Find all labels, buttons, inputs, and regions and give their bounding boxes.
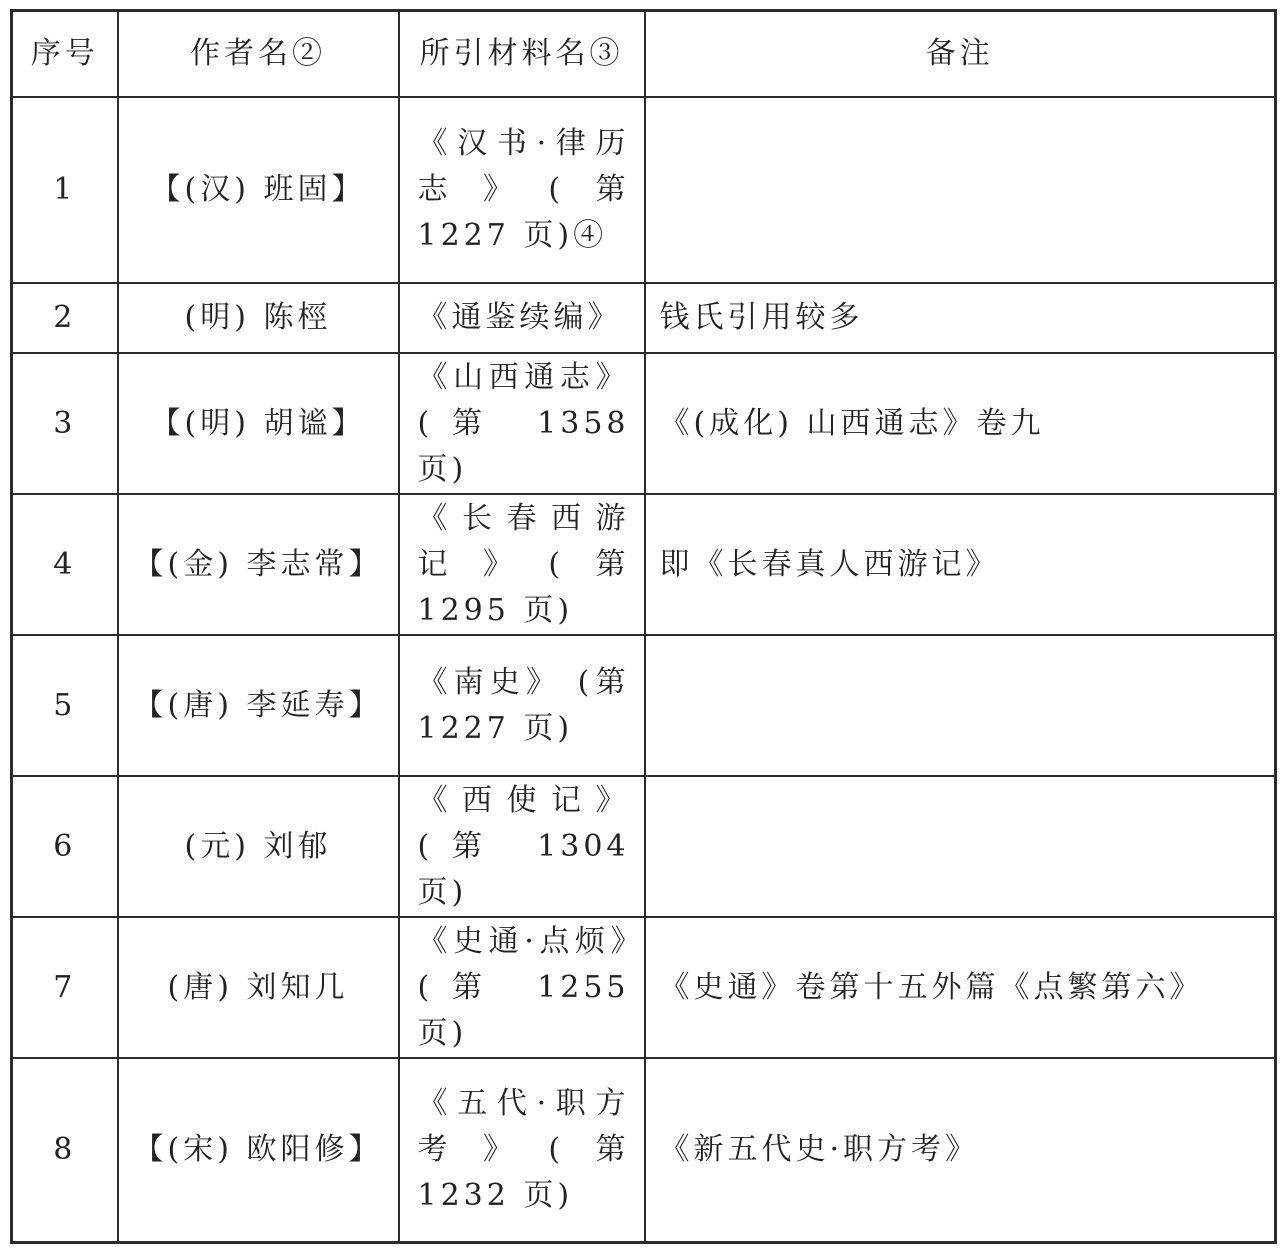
table-row [12,917,1276,1058]
cell-note: 《新五代史·职方考》 [645,1058,1276,1242]
table-row [12,1058,1276,1242]
cell-author: 【(明) 胡谧】 [118,353,399,494]
table-row [12,494,1276,635]
cell-note: 《(成化) 山西通志》卷九 [645,353,1276,494]
cell-note: 即《长春真人西游记》 [645,494,1276,635]
header-index: 序号 [12,11,118,98]
table-container [10,9,1274,1240]
table-row [12,97,1276,283]
cell-note [645,635,1276,776]
cell-note: 《史通》卷第十五外篇《点繁第六》 [645,917,1276,1058]
cell-note [645,776,1276,917]
header-note: 备注 [645,11,1276,98]
cell-index: 8 [12,1058,118,1242]
cell-author: 【(金) 李志常】 [118,494,399,635]
cell-source: 《长春西游记》(第 1295 页) [399,494,645,635]
cell-note [645,97,1276,283]
cell-source: 《通鉴续编》 [399,283,645,353]
cell-index: 6 [12,776,118,917]
cell-index: 5 [12,635,118,776]
cell-source: 《史通·点烦》(第 1255 页) [399,917,645,1058]
cell-author: (唐) 刘知几 [118,917,399,1058]
table-row [12,776,1276,917]
cell-source: 《南史》 (第 1227 页) [399,635,645,776]
cell-index: 7 [12,917,118,1058]
reference-table [10,9,1277,1244]
table-row [12,283,1276,353]
cell-author: (明) 陈桱 [118,283,399,353]
cell-source: 《汉书·律历志》(第 1227 页)④ [399,97,645,283]
table-row [12,353,1276,494]
cell-source: 《五代·职方考》(第 1232 页) [399,1058,645,1242]
cell-source: 《西使记》(第 1304 页) [399,776,645,917]
cell-author: (元) 刘郁 [118,776,399,917]
cell-index: 1 [12,97,118,283]
cell-index: 4 [12,494,118,635]
header-author: 作者名② [118,11,399,98]
cell-author: 【(宋) 欧阳修】 [118,1058,399,1242]
table-row [12,635,1276,776]
header-row [12,11,1276,98]
header-source: 所引材料名③ [399,11,645,98]
cell-index: 3 [12,353,118,494]
cell-source: 《山西通志》(第 1358 页) [399,353,645,494]
cell-author: 【(唐) 李延寿】 [118,635,399,776]
cell-author: 【(汉) 班固】 [118,97,399,283]
cell-note: 钱氏引用较多 [645,283,1276,353]
cell-index: 2 [12,283,118,353]
